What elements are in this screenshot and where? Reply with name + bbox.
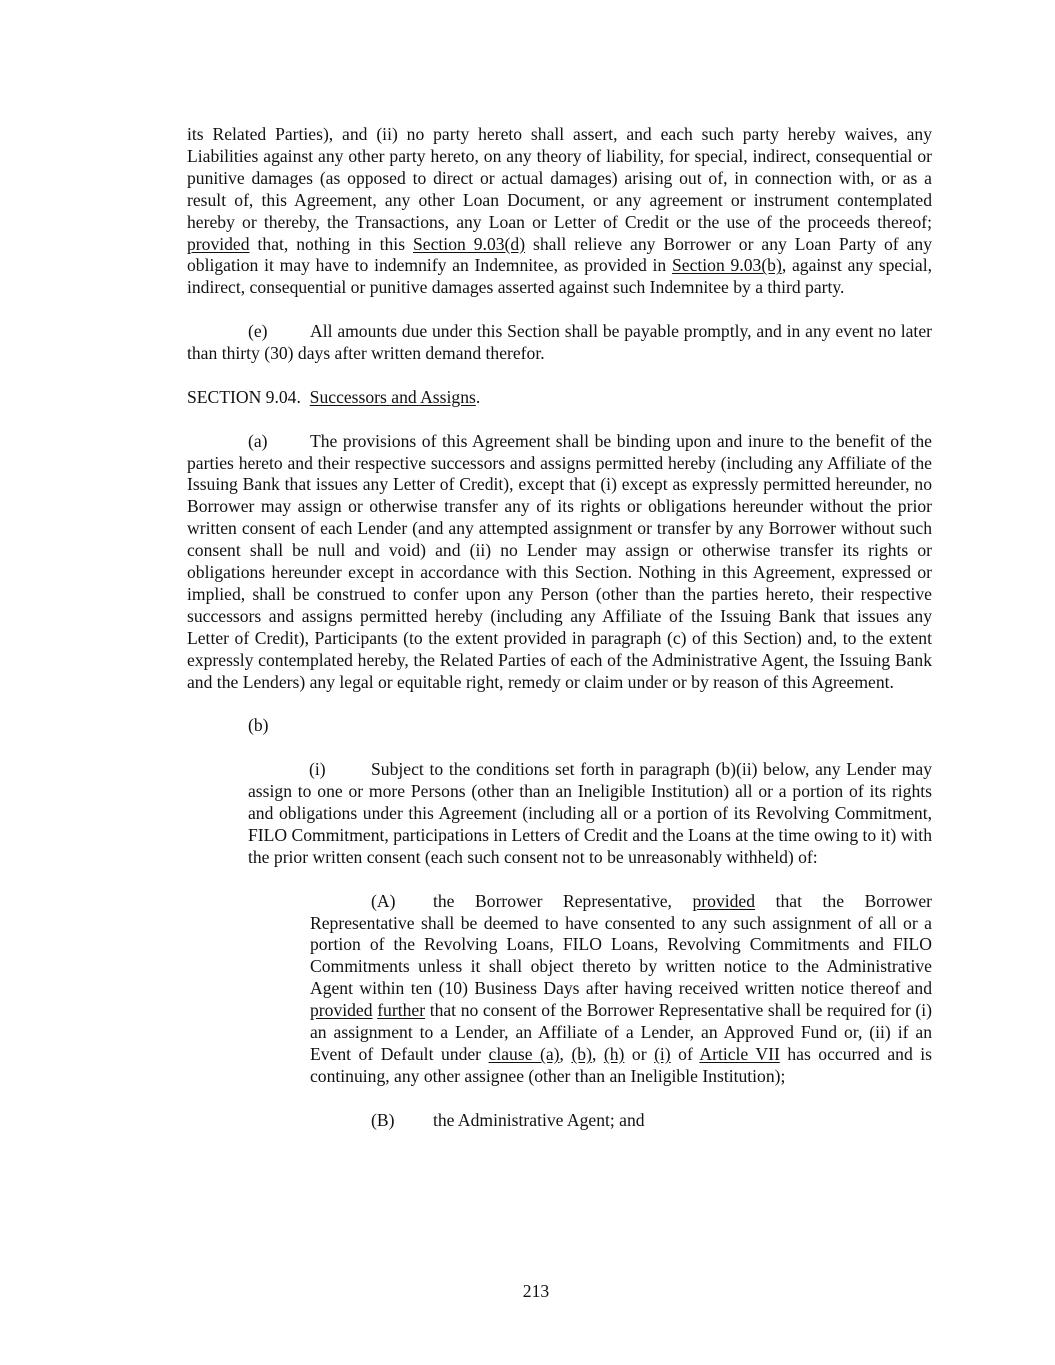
section-reference: Section 9.03(d) [413,233,526,254]
paragraph-b-i [248,759,932,869]
section-number: SECTION 9.04. [187,386,301,407]
paragraph-text: The provisions of this Agreement shall be binding upon and inure to the benefit of the parties hereto and their respective successors and assigns permitted hereby (including any Affiliate of the Issuing Bank that issues any Letter of Credit), except that (i) except as expressly permitted hereunder, no Borrower may assign or otherwise transfer any of its rights or obligations hereunder without the prior written consent of each Lender (and any attempted assignment or transfer by any Borrower without such consent shall be null and void) and (ii) no Lender may assign or otherwise transfer its rights or obligations hereunder except in accordance with this Section. Nothing in this Agreement, expressed or implied, shall be construed to confer upon any Person (other than the parties hereto, their respective successors and assigns permitted hereby (including any Affiliate of the Issuing Bank that issues any Letter of Credit), Participants (to the extent provided in paragraph (c) of this Section) and, to the extent expressly contemplated hereby, the Related Parties of each of the Administrative Agent, the Issuing Bank and the Lenders) any legal or equitable right, remedy or claim under or by reason of this Agreement. [187,430,932,692]
clause-reference: (b) [571,1043,592,1064]
text-run: that the Borrower Representative shall be deemed to have consented to any such assignment of all or a portion of the Revolving Loans, FILO Loans, Revolving Commitments and FILO Commitments unless it shall object thereto by written notice to the Administrative Agent within ten (10) Business Days after having received written notice thereof and [310,890,932,999]
paragraph-label: (A) [371,890,396,911]
paragraph-B [310,1110,932,1132]
underlined-term: further [377,1000,426,1021]
text-run: , [591,1043,604,1064]
paragraph-b [187,715,932,737]
paragraph-e [187,321,932,365]
underlined-term: provided [187,233,250,254]
paragraph-a [187,431,932,694]
text-run: that no consent of the Borrower Representative shall be required for (i) an assignment to a Lender, an Affiliate of a Lender, an Approved Fund or, (ii) if an Event of Default under [310,1000,932,1064]
section-heading [187,387,932,409]
clause-reference: (i) [654,1043,671,1064]
text-run: , against any special, indirect, consequential or punitive damages asserted against such Indemnitee by a third party. [187,255,932,298]
clause-reference: clause (a) [488,1043,560,1064]
text-run: that, nothing in this [249,233,414,254]
underlined-term: provided [310,1000,373,1021]
text-run: has occurred and is continuing, any other assignee (other than an Ineligible Institution); [310,1043,932,1086]
text-run: its Related Parties), and (ii) no party hereto shall assert, and each such party hereby waives, any Liabilities against any other party hereto, on any theory of liability, for special, indirect, consequential or punitive damages (as opposed to direct or actual damages) arising out of, in connection with, or as a result of, this Agreement, any other Loan Document, or any agreement or instrument contemplated hereby or thereby, the Transactions, any Loan or Letter of Credit or the use of the proceeds thereof; [187,124,932,232]
paragraph-label: (a) [248,430,268,451]
clause-reference: (h) [603,1043,625,1064]
document-page [187,124,932,1132]
text-run: the Borrower Representative, [433,890,693,911]
paragraph-label: (i) [309,759,326,780]
text-run: , [559,1043,572,1064]
paragraph-continuation [187,124,932,299]
section-title-period: . [475,386,481,407]
paragraph-label: (b) [248,715,269,736]
text-run: or [624,1043,655,1064]
paragraph-label: (B) [371,1109,395,1130]
text-run: of [670,1043,700,1064]
section-title: Successors and Assigns [309,386,476,407]
text-run: shall relieve any Borrower or any Loan Party of any obligation it may have to indemnify an Indemnitee, as provided in [187,233,932,276]
section-reference: Section 9.03(b) [672,255,782,276]
article-reference: Article VII [699,1043,780,1064]
paragraph-label: (e) [248,321,268,342]
underlined-term: provided [692,890,756,911]
paragraph-A [310,891,932,1088]
paragraph-text: the Administrative Agent; and [433,1109,645,1130]
page-number: 213 [522,1281,550,1301]
paragraph-text: All amounts due under this Section shall be payable promptly, and in any event no later than thirty (30) days after written demand therefor. [187,321,932,364]
paragraph-text: Subject to the conditions set forth in paragraph (b)(ii) below, any Lender may assign to one or more Persons (other than an Ineligible Institution) all or a portion of its rights and obligations under this Agreement (including all or a portion of its Revolving Commitment, FILO Commitment, participations in Letters of Credit and the Loans at the time owing to it) with the prior written consent (each such consent not to be unreasonably withheld) of: [248,759,932,867]
